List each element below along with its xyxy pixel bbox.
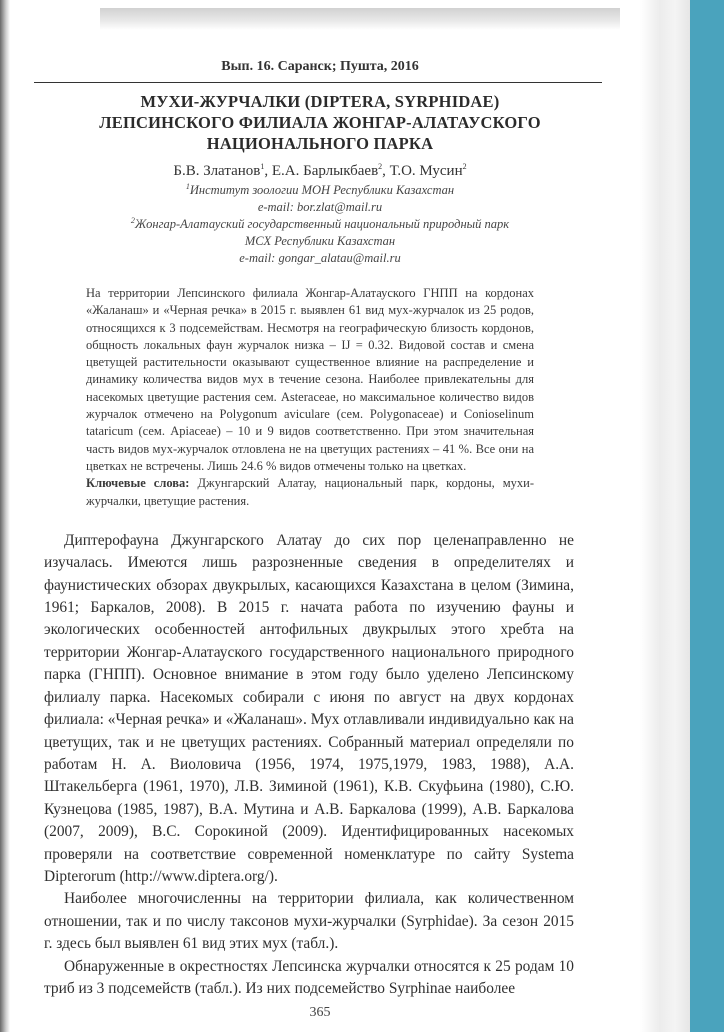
article-title [60, 91, 580, 154]
body-text [44, 530, 574, 1001]
page-number: 365 [309, 1005, 331, 1021]
keywords-label: Ключевые слова: [86, 476, 190, 491]
abstract-text: На территории Лепсинского филиала Жонгар-Алатауского ГНПП на кордонах «Жаланаш» и «Черная речка» в 2015 г. выявлен 61 вид мух-журчалок из 25 родов, относящихся к 3 подсемействам. Несмотря на географическую близость кордонов, общность локальных фаун журчалок низка – IJ = 0.32. Видовой состав и смена цветущей растительности оказывают существенное влияние на распределение и динамику количества видов мух в течение сезона. Наиболее привлекательны для насекомых цветущие растения сем. Asteraceae, но максимальное количество видов журчалок отмечено на Polygonum aviculare (сем. Polygonaceae) и Conioselinum tataricum (сем. Apiaceae) – 10 и 9 видов соответственно. При этом значительная часть видов мух-журчалок отловлена не на цветущих растениях – 41 %. Все они на цветках не встречены. Лишь 24.6 % видов отмечены только на цветках. [86, 286, 534, 473]
affiliation-ministry: МСХ Республики Казахстан [244, 234, 396, 248]
body-paragraph: Наиболее многочисленны на территории филиала, как количественном отношении, так и по числу таксонов мухи-журчалки (Syrphidae). За сезон 2015 г. здесь был выявлен 61 вид этих мух (табл.). [44, 890, 574, 953]
body-paragraph: Диптерофауна Джунгарского Алатау до сих пор целенаправленно не изучалась. Имеются лишь разрозненные сведения в определителях и фаунистических обзорах двукрылых, касающихся Казахстана в целом (Зимина, 1961; Баркалов, 2008). В 2015 г. начата работа по изучению фауны и экологических особенностей антофильных двукрылых этого хребта на территории Жонгар-Алатауского государственного национального природного парка (ГНПП). Основное внимание в этом году было уделено Лепсинскому филиалу парка. Насекомых собирали с июня по август на двух кордонах филиала: «Черная речка» и «Жаланаш». Мух отлавливали индивидуально как на цветущих, так и не цветущих растениях. Собранный материал определяли по работам Н. А. Виоловича (1956, 1974, 1975,1979, 1983, 1988), А.А. Штакельберга (1961, 1970), Л.В. Зиминой (1961), К.В. Скуфьина (1980), С.Ю. Кузнецова (1985, 1987), В.А. Мутина и А.В. Баркалова (1999), А.В. Баркалова (2007, 2009), В.С. Сорокиной (2009). Идентифицированных насекомых проверяли на соответствие современной номенклатуре по сайту Systema Dipterorum (http://www.diptera.org/). [44, 531, 574, 885]
author-list: Б.В. Златанов$^1$, Е.А. Барлыкбаев$^2$, Т.О. Мусин$^2$ [173, 162, 467, 179]
author-name: Б.В. Златанов [173, 163, 261, 179]
body-paragraph: Обнаруженные в окрестностях Лепсинска журчалки относятся к 25 родам 10 триб из 3 подсемейств (табл.). Из них подсемейство Syrphinae наиболее [44, 957, 574, 997]
keywords [86, 475, 534, 510]
book-cover-edge [690, 0, 724, 1032]
affiliation-name: Жонгар-Алатауский государственный национальный природный парк [134, 217, 510, 231]
abstract [86, 285, 534, 510]
affil-mark: 2 [130, 215, 135, 225]
affiliation-email[interactable]: e-mail: bor.zlat@mail.ru [257, 200, 383, 214]
book-spine-edge [640, 0, 690, 1032]
affiliation-email[interactable]: e-mail: gongar_alatau@mail.ru [239, 251, 401, 265]
author-affil-mark: 2 [378, 162, 383, 171]
author-name: Е.А. Барлыкбаев [271, 163, 379, 179]
affil-mark: 1 [185, 181, 190, 191]
affiliations [60, 182, 580, 267]
running-head: Вып. 16. Саранск; Пушта, 2016 [221, 59, 419, 74]
keywords-text: Джунгарский Алатау, национальный парк, кордоны, мухи-журчалки, цветущие растения. [86, 476, 534, 508]
title-line: НАЦИОНАЛЬНОГО ПАРКА [206, 134, 434, 153]
title-line: МУХИ-ЖУРЧАЛКИ (DIPTERA, SYRPHIDAE) [140, 92, 500, 111]
header-rule [34, 82, 602, 83]
author-affil-mark: 2 [462, 162, 467, 171]
author-affil-mark: 1 [260, 162, 265, 171]
affiliation-org [60, 182, 580, 199]
author-name: Т.О. Мусин [389, 163, 463, 179]
affiliation-org [60, 216, 580, 233]
title-line: ЛЕПСИНСКОГО ФИЛИАЛА ЖОНГАР-АЛАТАУСКОГО [99, 113, 541, 132]
affiliation-name: Институт зоологии МОН Республики Казахстан [189, 183, 455, 197]
